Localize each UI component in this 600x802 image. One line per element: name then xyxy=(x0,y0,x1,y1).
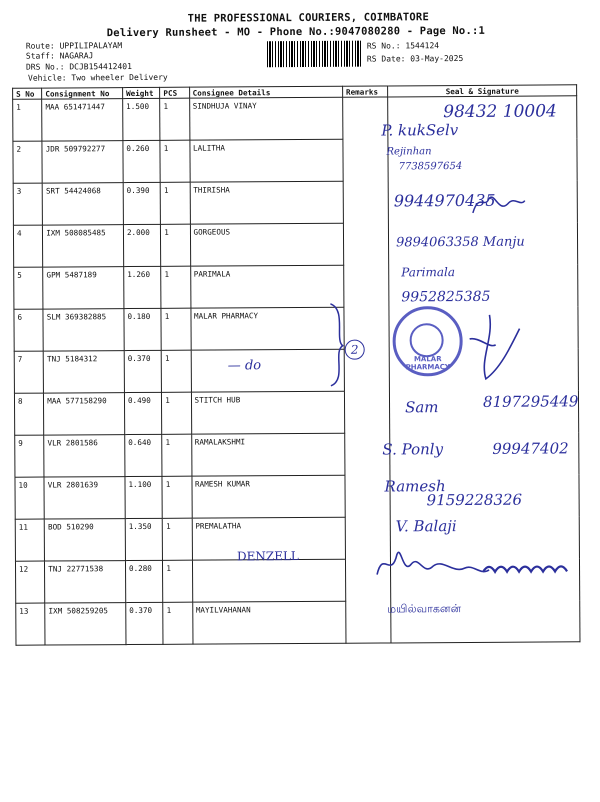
handwritten-phone: 98432 10004 xyxy=(443,101,557,123)
cell-pcs: 1 xyxy=(161,350,191,392)
table-row xyxy=(16,600,580,645)
cell-weight: 0.640 xyxy=(125,434,163,476)
cell-weight: 0.370 xyxy=(126,602,164,644)
col-consignee: Consignee Details xyxy=(189,86,342,98)
cell-weight: 1.350 xyxy=(125,518,163,560)
cell-weight: 0.390 xyxy=(123,182,161,224)
cell-consignment: MAA 577158290 xyxy=(44,393,125,435)
cell-sno: 2 xyxy=(13,141,43,183)
cell-consignee: PREMALATHA xyxy=(192,517,346,560)
cell-consignment: IXM 508085485 xyxy=(43,225,124,267)
cell-signature xyxy=(388,138,577,181)
cell-pcs: 1 xyxy=(161,308,191,350)
cell-remarks xyxy=(343,139,389,181)
col-remarks: Remarks xyxy=(342,86,387,97)
cell-remarks xyxy=(344,391,390,433)
handwritten-ditto: — do xyxy=(227,358,262,374)
cell-remarks xyxy=(343,181,389,223)
col-pcs: PCS xyxy=(160,87,189,98)
cell-weight: 2.000 xyxy=(123,224,161,266)
rs-number: RS No.: 1544124 xyxy=(366,41,440,51)
cell-consignee: THIRISHA xyxy=(190,181,344,224)
cell-pcs: 1 xyxy=(162,434,192,476)
handwritten-signature: S. Ponly xyxy=(382,440,444,459)
handwritten-phone: 99947402 xyxy=(492,439,569,458)
cell-consignment: MAA 651471447 xyxy=(42,99,123,141)
cell-consignee: STITCH HUB xyxy=(191,391,345,434)
cell-remarks xyxy=(343,223,389,265)
cell-weight: 0.260 xyxy=(123,140,161,182)
cell-consignee xyxy=(192,559,346,602)
col-sno: S No xyxy=(13,88,42,99)
cell-sno: 3 xyxy=(13,183,43,225)
runsheet-subtitle: Delivery Runsheet - MO - Phone No.:9047080280 - Page No.:1 xyxy=(106,24,486,40)
cell-pcs: 1 xyxy=(162,392,192,434)
handwritten-phone: 9159228326 xyxy=(426,490,523,510)
table-row xyxy=(14,264,578,309)
cell-weight: 1.500 xyxy=(123,98,161,140)
cell-sno: 4 xyxy=(13,225,43,267)
handwritten-phone: 8197295449 xyxy=(482,392,579,411)
cell-sno: 11 xyxy=(15,519,45,561)
cell-consignment: SLM 369382885 xyxy=(43,309,124,351)
cell-consignment: SRT 54424068 xyxy=(42,183,123,225)
handwritten-name: DENZELL xyxy=(236,549,299,564)
stamp-text: MALAR PHARMACY xyxy=(405,355,451,372)
cell-consignee: MALAR PHARMACY xyxy=(190,307,344,350)
cell-pcs: 1 xyxy=(163,518,193,560)
cell-sno: 5 xyxy=(14,267,44,309)
cell-pcs: 1 xyxy=(162,476,192,518)
cell-weight: 0.280 xyxy=(125,560,163,602)
scribble-signature xyxy=(373,543,593,584)
cell-sno: 8 xyxy=(14,393,44,435)
handwritten-phone: 9952825385 xyxy=(401,288,491,306)
col-weight: Weight xyxy=(123,87,160,98)
bracket-mark xyxy=(324,300,355,390)
cell-pcs: 1 xyxy=(161,266,191,308)
handwritten-name: Rejinhan xyxy=(386,146,432,158)
cell-pcs: 1 xyxy=(161,224,191,266)
cell-remarks xyxy=(346,601,392,643)
cell-weight: 1.100 xyxy=(125,476,163,518)
cell-consignee: RAMESH KUMAR xyxy=(191,475,345,518)
cell-sno: 6 xyxy=(14,309,44,351)
cell-pcs: 1 xyxy=(163,560,193,602)
col-signature: Seal & Signature xyxy=(388,85,577,97)
handwritten-signature: மயில்வாகனன் xyxy=(387,602,462,616)
cell-consignment: TNJ 5184312 xyxy=(43,351,124,393)
handwritten-name: Ramesh xyxy=(384,477,446,496)
handwritten-circled-number: 2 xyxy=(345,340,365,360)
cell-pcs: 1 xyxy=(160,98,190,140)
rs-date: RS Date: 03-May-2025 xyxy=(366,53,464,64)
cell-sno: 9 xyxy=(15,435,45,477)
cell-consignee: PARIMALA xyxy=(190,265,344,308)
cell-weight: 0.370 xyxy=(124,350,162,392)
handwritten-signature: Parimala xyxy=(401,265,456,280)
cell-sno: 7 xyxy=(14,351,44,393)
cell-consignment: TNJ 22771538 xyxy=(45,561,126,603)
scribble-signature xyxy=(459,309,529,389)
scribble-mark xyxy=(469,189,529,219)
stamp-inner-circle xyxy=(410,323,444,357)
barcode xyxy=(267,41,363,68)
handwritten-signature: Sam xyxy=(404,398,439,417)
handwritten-phone: 9944970435 xyxy=(393,190,496,211)
cell-consignee: GORGEOUS xyxy=(190,223,344,266)
handwritten-phone: 7738597654 xyxy=(398,161,463,173)
company-title: THE PROFESSIONAL COURIERS, COIMBATORE xyxy=(187,11,429,25)
cell-sno: 12 xyxy=(15,561,45,603)
drs-number: DRS No.: DCJB154412401 xyxy=(25,62,132,72)
cell-weight: 1.260 xyxy=(124,266,162,308)
cell-consignee: MAYILVAHANAN xyxy=(192,601,346,644)
cell-consignee: RAMALAKSHMI xyxy=(191,433,345,476)
cell-consignee xyxy=(191,349,345,392)
staff-label: Staff: NAGARAJ xyxy=(25,51,94,61)
cell-consignment: VLR 2801586 xyxy=(44,435,125,477)
cell-consignment: BOD 510290 xyxy=(44,519,125,561)
cell-sno: 1 xyxy=(13,99,43,141)
cell-sno: 10 xyxy=(15,477,45,519)
route-label: Route: UPPILIPALAYAM xyxy=(25,41,123,51)
cell-pcs: 1 xyxy=(160,140,190,182)
pharmacy-stamp xyxy=(392,306,462,376)
handwritten-signature: P. kukSelv xyxy=(381,121,459,140)
handwritten-signature: V. Balaji xyxy=(395,517,457,536)
cell-consignee: LALITHA xyxy=(189,139,343,182)
cell-pcs: 1 xyxy=(163,602,193,644)
cell-consignment: VLR 2801639 xyxy=(44,477,125,519)
cell-pcs: 1 xyxy=(160,182,190,224)
cell-consignee: SINDHUJA VINAY xyxy=(189,97,343,140)
cell-weight: 0.180 xyxy=(124,308,162,350)
col-consignment: Consignment No xyxy=(42,88,123,99)
cell-sno: 13 xyxy=(16,603,46,645)
table-row xyxy=(13,138,577,183)
cell-consignment: JDR 509792277 xyxy=(42,141,123,183)
cell-consignment: GPM 5487189 xyxy=(43,267,124,309)
cell-weight: 0.490 xyxy=(124,392,162,434)
handwritten-phone: 9894063358 Manju xyxy=(395,234,525,251)
cell-consignment: IXM 508259205 xyxy=(45,603,126,645)
vehicle-label: Vehicle: Two wheeler Delivery xyxy=(28,72,168,83)
